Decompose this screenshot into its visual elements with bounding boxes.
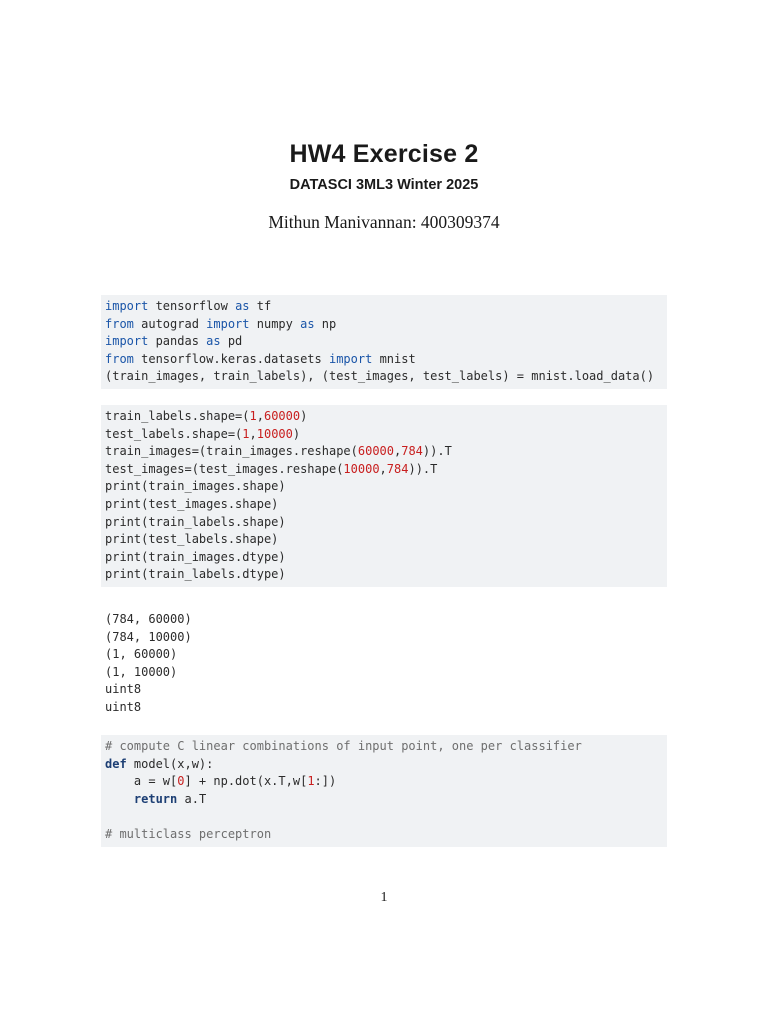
cell-output xyxy=(105,611,192,717)
code-token: # multiclass perceptron xyxy=(105,826,272,841)
output-line: (1, 10000) xyxy=(105,664,178,679)
code-token: pandas xyxy=(148,334,207,349)
code-token: tf xyxy=(249,299,272,313)
code-line xyxy=(105,368,663,386)
code-line xyxy=(105,826,663,844)
code-line xyxy=(105,549,663,567)
output-line: uint8 xyxy=(105,699,142,714)
code-token: ] + np.dot(x.T,w[ xyxy=(184,774,308,789)
code-token: 10000 xyxy=(343,461,380,476)
code-token: as xyxy=(235,299,250,313)
code-token: model(x,w): xyxy=(126,756,214,771)
code-line xyxy=(105,514,663,532)
document-title: HW4 Exercise 2 xyxy=(289,140,479,168)
code-token: 1 xyxy=(307,774,315,789)
code-token: , xyxy=(256,409,264,423)
code-cell-reshape xyxy=(101,405,667,587)
code-token: import xyxy=(206,316,250,331)
code-line xyxy=(105,316,663,334)
code-token: import xyxy=(328,351,373,366)
code-line xyxy=(105,808,663,826)
code-token: tensorflow.keras.datasets xyxy=(133,351,329,366)
code-token: print(train_labels.shape) xyxy=(105,514,286,529)
code-token: ) xyxy=(292,426,301,441)
code-token: print(train_images.shape) xyxy=(105,479,286,494)
page-number: 1 xyxy=(380,890,388,905)
code-token: 784 xyxy=(386,461,409,476)
code-token: def xyxy=(105,756,127,771)
code-token: print(test_images.shape) xyxy=(105,496,279,511)
code-line xyxy=(105,443,663,461)
code-line xyxy=(105,773,663,791)
code-line xyxy=(105,496,663,514)
code-token: )).T xyxy=(422,444,452,459)
course-subtitle: DATASCI 3ML3 Winter 2025 xyxy=(289,177,479,193)
code-token: , xyxy=(379,461,387,476)
code-token: 1 xyxy=(242,426,250,441)
code-token: as xyxy=(300,316,315,331)
code-token: print(test_labels.shape) xyxy=(105,532,279,547)
code-token: return xyxy=(133,791,178,806)
code-token: # compute C linear combinations of input point, one per classifier xyxy=(105,739,582,753)
code-line xyxy=(105,426,663,444)
code-token: train_images=(train_images.reshape( xyxy=(105,444,358,459)
code-token: pd xyxy=(220,334,243,349)
code-token: mnist xyxy=(372,351,416,366)
code-token: 10000 xyxy=(256,426,293,441)
code-token: 1 xyxy=(249,409,257,423)
code-token: ) xyxy=(300,409,308,423)
code-token: from xyxy=(105,351,134,366)
code-token: a.T xyxy=(177,791,207,806)
code-token xyxy=(105,792,134,806)
code-token: np xyxy=(314,316,337,331)
author-line: Mithun Manivannan: 400309374 xyxy=(268,212,500,232)
code-line xyxy=(105,738,663,756)
code-line xyxy=(105,756,663,774)
code-token: test_images=(test_images.reshape( xyxy=(105,461,344,476)
code-line xyxy=(105,408,663,426)
code-line xyxy=(105,333,663,351)
code-token: autograd xyxy=(133,316,207,331)
code-token: , xyxy=(394,444,402,459)
code-line xyxy=(105,298,663,316)
code-line xyxy=(105,461,663,479)
code-token: print(train_labels.dtype) xyxy=(105,567,286,582)
code-token: a = w[ xyxy=(105,774,178,789)
code-token: 0 xyxy=(177,774,185,789)
code-line xyxy=(105,478,663,496)
output-line: (784, 10000) xyxy=(105,629,192,644)
code-token: from xyxy=(105,316,134,331)
code-line xyxy=(105,351,663,369)
code-token: )).T xyxy=(408,461,438,476)
code-line xyxy=(105,791,663,809)
code-token: (train_images, train_labels), (test_images, test_labels) = mnist.load_data() xyxy=(105,369,655,384)
code-token: numpy xyxy=(249,316,301,331)
code-token: 60000 xyxy=(357,444,394,459)
code-token: :]) xyxy=(314,774,337,789)
code-token: test_labels.shape=( xyxy=(105,426,243,441)
code-cell-imports xyxy=(101,295,667,389)
code-token: train_labels.shape=( xyxy=(105,409,250,423)
code-token: , xyxy=(249,426,257,441)
code-token: print(train_images.dtype) xyxy=(105,549,286,564)
code-token: 60000 xyxy=(263,409,301,423)
code-token: as xyxy=(206,334,221,349)
output-line: (1, 60000) xyxy=(105,647,178,662)
code-token: tensorflow xyxy=(148,299,236,313)
output-line: (784, 60000) xyxy=(105,612,192,626)
code-cell-model xyxy=(101,735,667,847)
code-line xyxy=(105,531,663,549)
code-token: 784 xyxy=(401,444,423,459)
code-token: import xyxy=(105,334,149,349)
output-line: uint8 xyxy=(105,682,142,697)
code-token: import xyxy=(105,299,149,313)
code-line xyxy=(105,566,663,584)
